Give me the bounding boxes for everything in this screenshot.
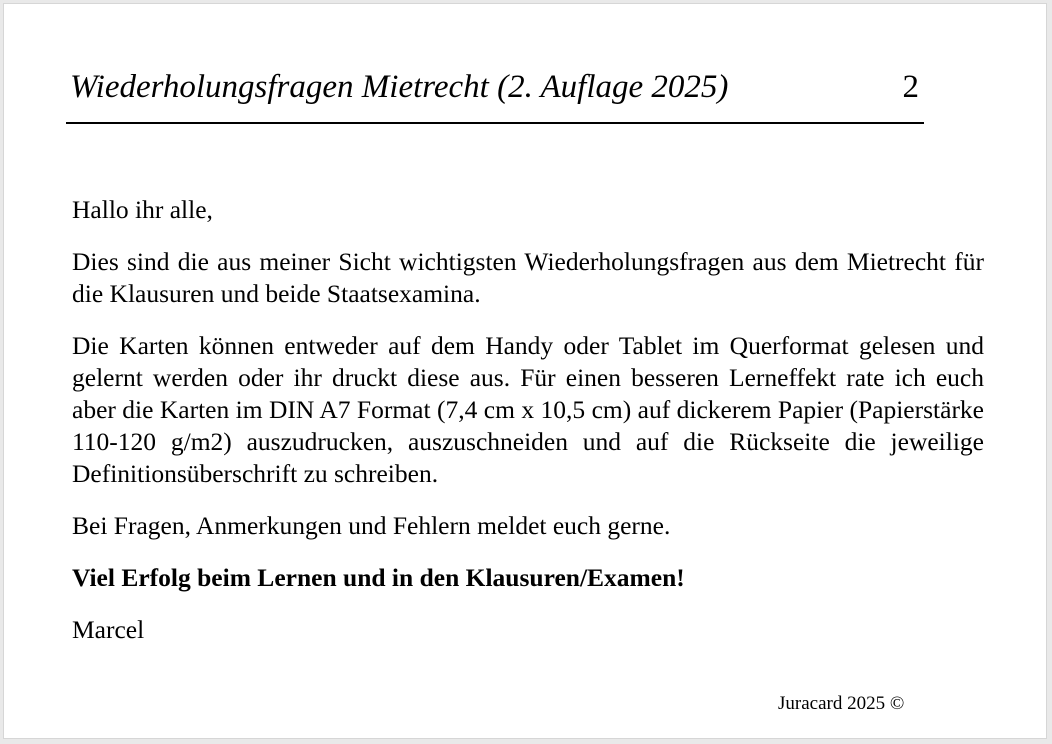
contact-paragraph: Bei Fragen, Anmerkungen und Fehlern meldet euch gerne. (72, 511, 671, 540)
page-footer-copyright: Juracard 2025 © (778, 693, 905, 714)
signature: Marcel (72, 615, 145, 644)
page-number: 2 (902, 69, 919, 105)
greeting-text: Hallo ihr alle, (72, 195, 213, 224)
document-page (3, 3, 1047, 739)
closing-wish: Viel Erfolg beim Lernen und in den Klausuren/Examen! (72, 563, 685, 592)
page-header (66, 64, 924, 124)
intro-paragraph: Dies sind die aus meiner Sicht wichtigsten Wiederholungsfragen aus dem Mietrecht für die Klausuren und beide Staatsexamina. (72, 247, 984, 308)
usage-paragraph: Die Karten können entweder auf dem Handy oder Tablet im Querformat gelesen und gelernt werden oder ihr druckt diese aus. Für einen besseren Lerneffekt rate ich euch aber die Karten im DIN A7 Format (7,4 cm x 10,5 cm) auf dickerem Papier (Papierstärke 110-120 g/m2) auszudrucken, auszuschneiden und auf die Rückseite die jeweilige Definitionsüberschrift zu schreiben. (72, 331, 984, 488)
document-body (72, 194, 984, 666)
document-title: Wiederholungsfragen Mietrecht (2. Auflage 2025) (70, 69, 729, 105)
